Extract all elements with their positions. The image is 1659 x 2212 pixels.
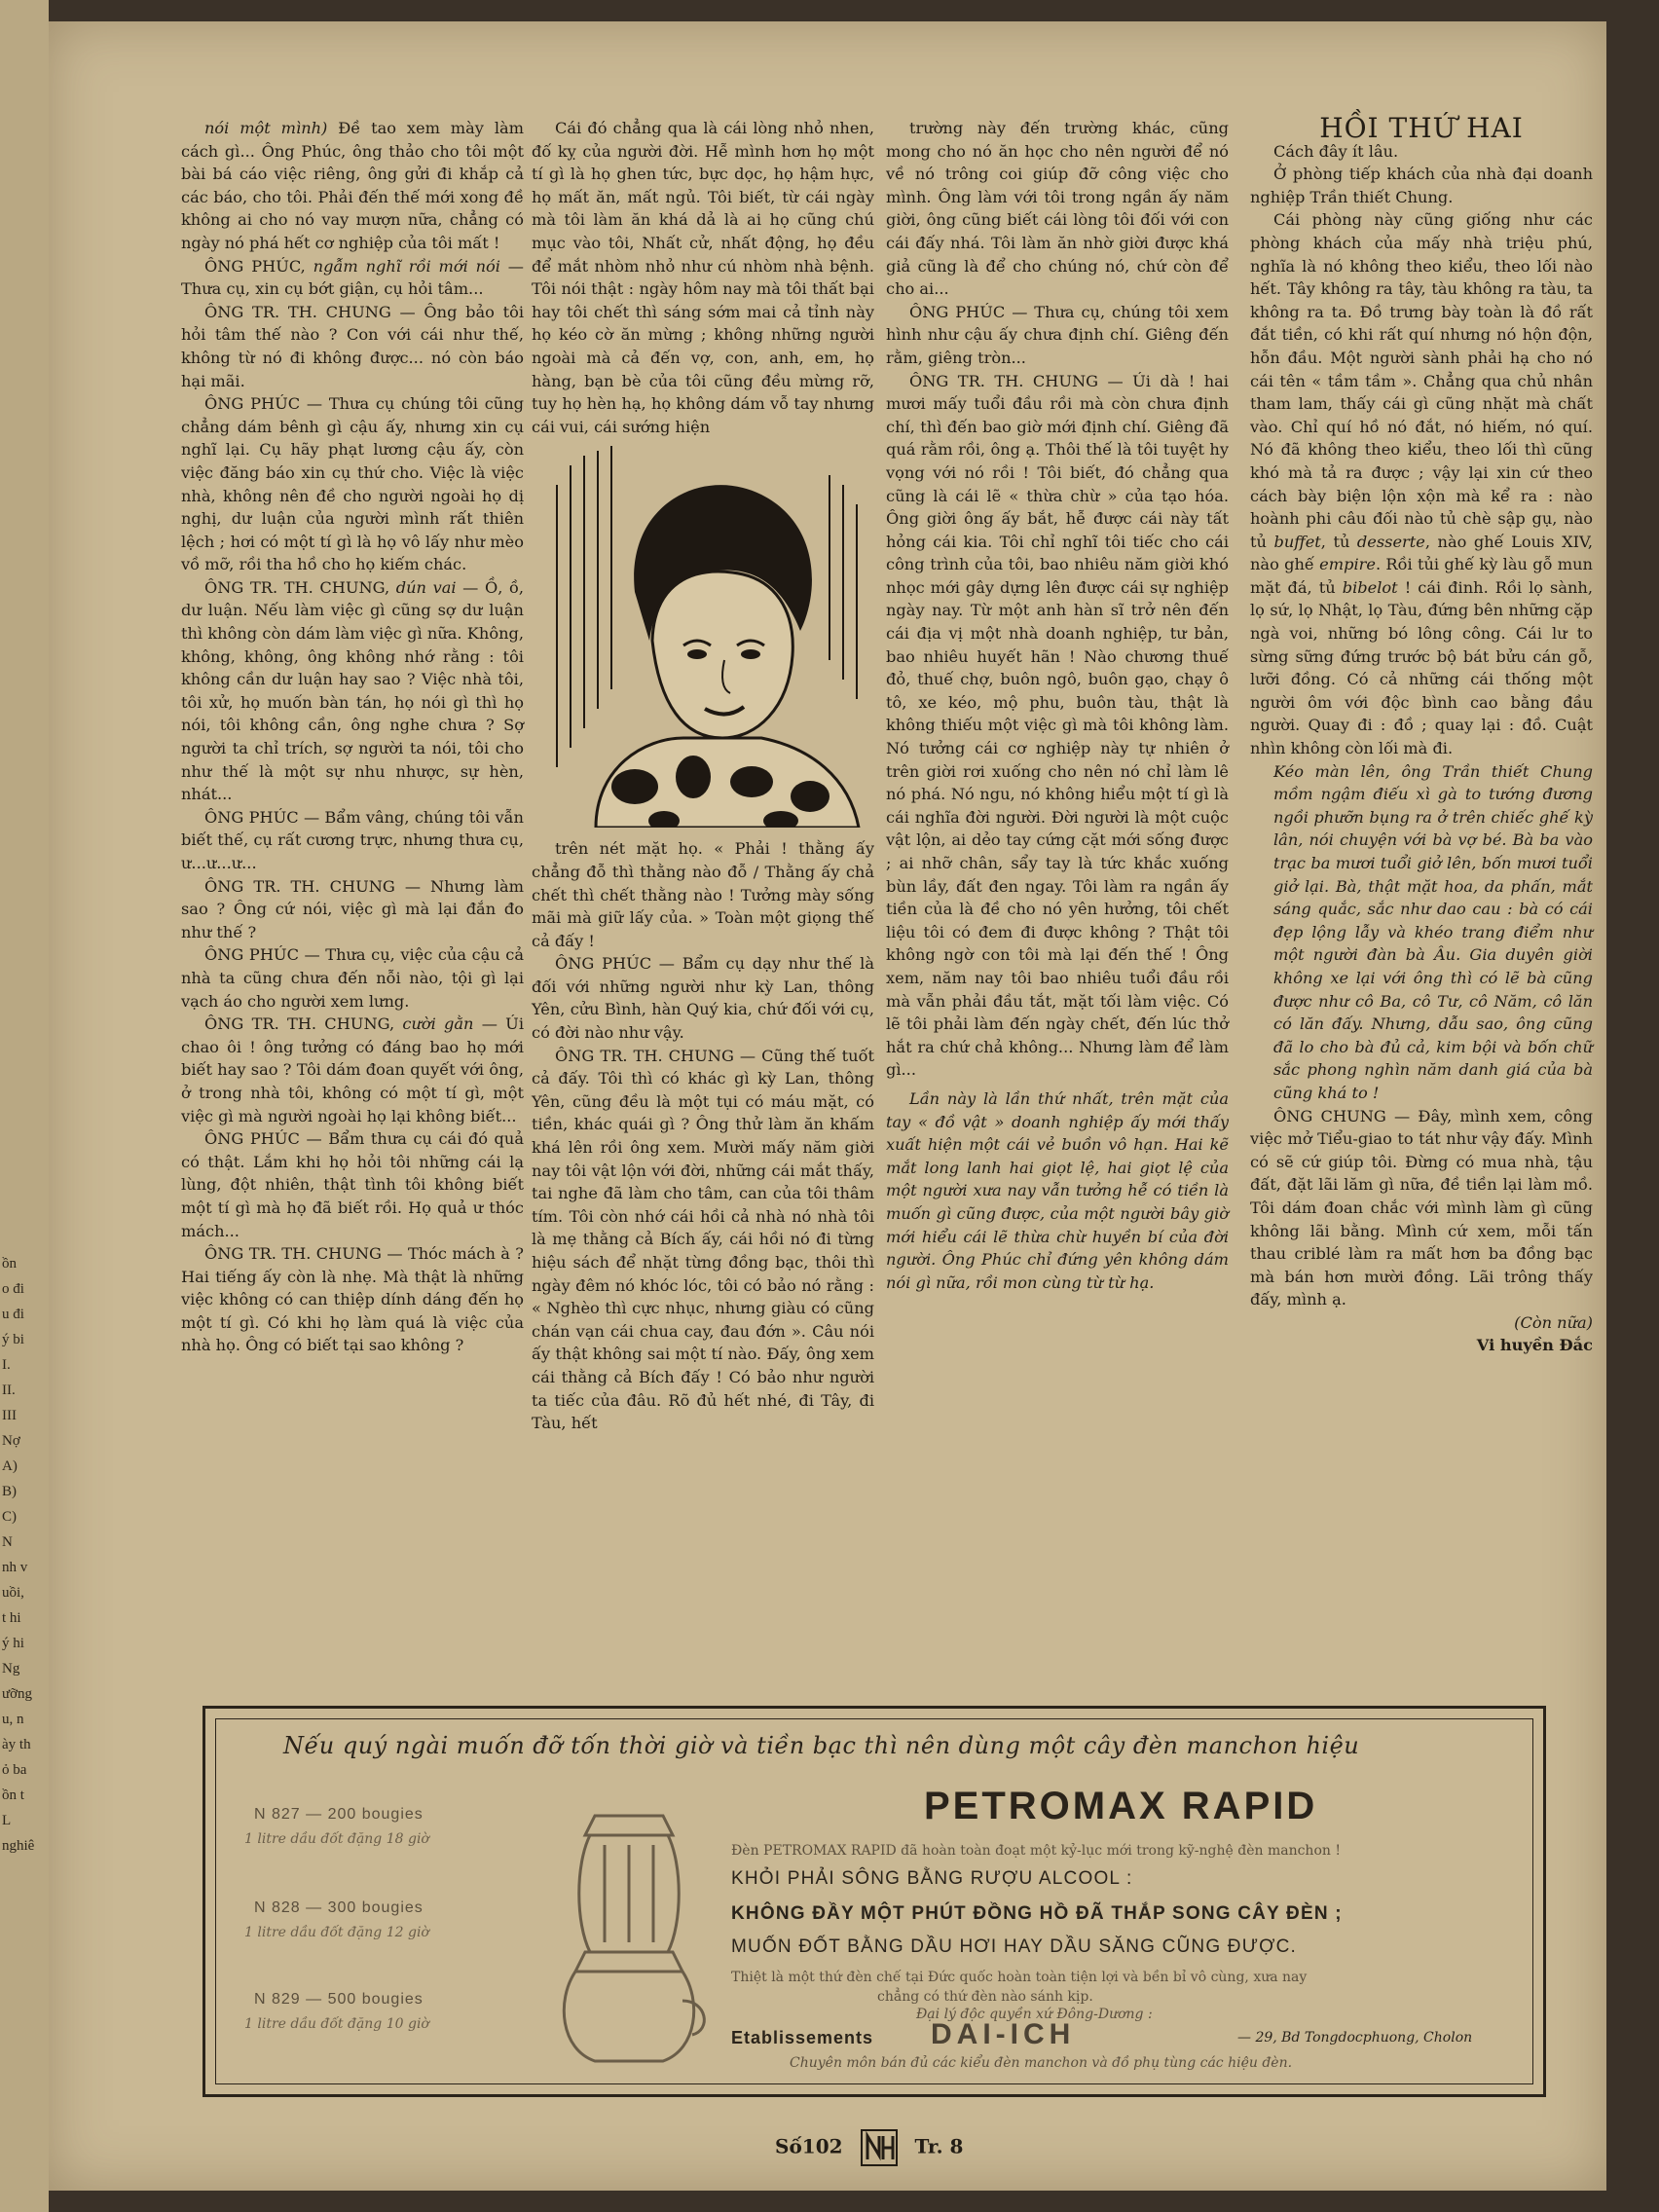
page-footer: [775, 2128, 963, 2167]
stage-direction-text: Lần này là lần thứ nhất, trên mặt của tay « đồ vật » doanh nghiệp ấy mới thấy xuất hiện một cái vẻ buồn vô hạn. Hai kẽ mắt long lanh hai giọt lệ, hai giọt lệ của một người xưa nay vẫn tưởng hễ có tiền là muốn gì cũng được, của một người bây giờ mới hiểu cái lẽ thừa chừ huyền bí của đời người. Ông Phúc chỉ đứng yên không dám nói gì nữa, rồi mon cùng từ từ hạ.: [886, 1088, 1229, 1292]
text-run: ÔNG TR. TH. CHUNG,: [204, 1014, 403, 1034]
text-run: trên nét mặt họ. « Phải ! thằng ấy chẳng đỗ thì thằng nào đỗ / Thằng ấy chả chết thì chết thằng nào ! Tưởng mày sống mãi mà giữ lấy của. » Toàn một giọng thế cả đấy !: [532, 839, 874, 950]
dialogue-chung: ÔNG CHUNG — Đây, mình xem, công việc mở Tiểu-giao to tát như vậy đấy. Mình có sẽ cứ giúp tôi. Đừng có mua nhà, tậu đất, đặt lãi lăm gì nữa, đề tiền lại làm mồ. Tôi dám đoan chắc với mình làm gì cũng không lãi bằng. Mình cứ xem, mỗi tấn thau criblé làm ra mất hơn ba đồng bạc mà bán hơn mười đồng. Lãi trông thấy đấy, mình ạ.: [1250, 1106, 1593, 1309]
text-run: bibelot: [1342, 577, 1398, 597]
text-run: ÔNG PHÚC — Bẩm cụ dạy như thế là đối với những người như kỳ Lan, thông Yên, cửu Bình, hàn Quý kia, chứ đối với cụ, có đời nào như vậy.: [532, 954, 874, 1043]
paragraph: [1250, 163, 1593, 208]
text-run: empire: [1319, 555, 1376, 574]
model-3: N 829 — 500 bougies: [254, 1991, 424, 2008]
text-run: ÔNG PHÚC — Bẩm vâng, chúng tôi vẫn biết thế, cụ rất cương trực, nhưng thưa cụ, ư...ư...ư...: [181, 807, 524, 872]
edge-text-fragment: Nợ: [2, 1433, 20, 1449]
ad-brand: PETROMAX RAPID: [924, 1785, 1318, 1827]
text-run: Đề tao xem mày làm cách gì... Ông Phúc, ông thảo cho tôi một bài bá cáo việc riêng, ông gửi đi khắp cả các báo, cho tôi. Phải đến thế mới xong đề không ai cho nó vay mượn nữa, chẳng có ngày nó phá hết cơ nghiệp của tôi mất !: [181, 119, 524, 252]
text-run: ÔNG PHÚC — Bẩm thưa cụ cái đó quả có thật. Lắm khi họ hỏi tôi những cái lạ lùng, đột nhiên, thật tình tôi không biết một tí gì mà họ đã biết rồi. Họ quả ư thóc mách...: [181, 1129, 524, 1240]
edge-text-fragment: u, n: [2, 1712, 24, 1727]
text-run: ! cái đinh. Rồi lọ sành, lọ sứ, lọ Nhật, lọ Tàu, đứng bên những cặp ngà voi, những bó lông công. Cái lư to sừng sững đứng trước bộ bát bửu cán gỗ, lưỡi đồng. Có cả những cái thống một người ôm với độc bình cao bằng đầu người. Quay đi : đồ ; quay lại : đồ. Cuật nhìn không còn lối mà đi.: [1250, 577, 1593, 758]
text-run: desserte: [1356, 532, 1425, 551]
paragraph: [886, 301, 1229, 370]
paragraph: [1250, 208, 1593, 759]
column-3-text: [886, 117, 1229, 1082]
edge-text-fragment: nghiê: [2, 1838, 35, 1854]
paragraph: [886, 117, 1229, 301]
paragraph: [532, 837, 874, 952]
text-run: ÔNG PHÚC — Thưa cụ chúng tôi cũng chẳng dám bênh gì cậu ấy, nhưng xin cụ nghĩ lại. Cụ hãy phạt lương cậu ấy, còn việc đăng báo xin cụ thứ cho. Việc là việc nhà, không nên đề cho người ngoài họ dị nghị, dư luận của người mình rất thiên lệch ; hơi có một tí gì là họ vô lấy như mèo vồ mỡ, rồi tha hồ cho họ kiếm chác.: [181, 394, 524, 574]
edge-text-fragment: ồn: [2, 1256, 17, 1272]
edge-text-fragment: ày th: [2, 1737, 31, 1752]
edge-text-fragment: ồn t: [2, 1788, 24, 1803]
text-run: — Thưa cụ, xin cụ bớt giận, cụ hỏi tâm...: [181, 256, 524, 299]
paragraph: [181, 576, 524, 806]
text-run: ÔNG PHÚC,: [204, 256, 313, 276]
edge-text-fragment: nh v: [2, 1560, 28, 1575]
previous-page-edge: [0, 0, 49, 2212]
edge-text-fragment: o đi: [2, 1281, 24, 1297]
edge-text-fragment: ưỡng: [2, 1686, 33, 1702]
model-3-sub: 1 litre dầu đốt đặng 10 giờ: [244, 2016, 429, 2032]
edge-text-fragment: uồi,: [2, 1585, 24, 1601]
text-run: ÔNG TR. TH. CHUNG — Thóc mách à ? Hai tiếng ấy còn là nhẹ. Mà thật là những việc không có can thiệp dính dáng đến họ một tí gì. Có khi họ làm quá là việc của nhà họ. Ông có biết tại sao không ?: [181, 1244, 524, 1355]
ad-line-2: KHÔNG ĐẦY MỘT PHÚT ĐỒNG HỒ ĐÃ THẮP SONG CÂY ĐÈN ;: [731, 1903, 1343, 1924]
ad-line-1: KHỎI PHẢI SÔNG BẰNG RƯỢU ALCOOL :: [731, 1868, 1133, 1889]
text-run: ÔNG TR. TH. CHUNG — Nhưng làm sao ? Ông cứ nói, việc gì mà lại đắn đo như thế ?: [181, 876, 524, 941]
edge-text-fragment: ý hi: [2, 1636, 24, 1651]
edge-text-fragment: II.: [2, 1382, 16, 1398]
magazine-logo-icon: [860, 2128, 899, 2167]
edge-text-fragment: C): [2, 1509, 17, 1525]
paragraph: [532, 952, 874, 1044]
text-run: ÔNG TR. TH. CHUNG — Ông bảo tôi hỏi tâm thế nào ? Con với cái như thế, không từ nó đi không được... nó còn báo hại mãi.: [181, 302, 524, 390]
text-run: ÔNG TR. TH. CHUNG — Úi dà ! hai mươi mấy tuổi đầu rồi mà còn chưa định chí, thì đến bao giờ mới định chí. Giêng đã quá rằm rồi, ông ạ. Thôi thế là tôi tuyệt hy vọng với nó rồi ! Tôi biết, đó chẳng qua cũng là cái lẽ « thừa chừ » của tạo hóa. Ông giời ông ấy bắt, hễ được cái này tất hỏng cái kia. Tôi chỉ nghĩ tôi tiếc cho cái công trình của tôi, bao nhiêu năm giời khó nhọc mới gây dựng lên được cái sự nghiệp ngày nay. Từ một anh hàn sĩ trở nên đến cái địa vị một nhà doanh nghiệp, tư bản, bao nhiêu huyết hãn ! Nào chương thuế đỏ, thuế chợ, buôn ngô, buôn gạo, chạy ô tô, xe kéo, mộ phu, buôn tàu, thật là không thiếu một việc gì mà tôi không làm. Nó tưởng cái cơ nghiệp này tự nhiên ở trên giời rơi xuống cho nên nó chỉ làm lê nó phá. Nó ngu, nó không hiểu một tí gì là cái nghĩa đời người. Đời người là một cuộc vật lộn, ai dẻo tay cứng cặt mới sống được ; ai nhỡ chân, sẩy tay là tức khắc xuống bùn lầy, đất đen ngay. Tôi làm ra ngần ấy tiền của là đề cho nó yên hưởng, tôi chết liệu tôi có đem đi được không ? Thật tôi không ngờ con tôi mà lại đến thế ! Ông xem, năm nay tôi bao nhiêu tuổi đầu rồi mà vẫn phải đầu tắt, mặt tối làm việc. Có lẽ tôi phải làm đến ngày chết, đến lúc thở hắt ra chứ chả không... Nhưng làm để làm gì...: [886, 371, 1229, 1080]
ad-establishments: Etablissements: [731, 2028, 874, 2047]
text-run: trường này đến trường khác, cũng mong cho nó ăn học cho nên người để nó về nó trông coi giúp đỡ công việc cho mình. Ông làm với tôi trong ngần ấy năm giời, ông cũng biết cái lòng tôi đối với con cái đấy nhá. Tôi làm ăn nhờ giời được khá giả cũng là để cho chúng nó, chứ còn để cho ai...: [886, 119, 1229, 299]
page-number: Tr. 8: [914, 2134, 964, 2158]
text-run: ngẫm nghĩ rồi mới nói: [313, 256, 500, 276]
article-column-3: [886, 117, 1229, 1294]
paragraph: [181, 117, 524, 255]
paragraph: [181, 1127, 524, 1242]
text-run: , nào ghế Louis XIV, nào ghế: [1250, 532, 1594, 574]
text-run: . Rồi tủi ghế kỳ làu gỗ mun mặt đá, tủ: [1250, 555, 1593, 597]
model-1: N 827 — 200 bougies: [254, 1806, 424, 1823]
text-run: ÔNG PHÚC — Thưa cụ, việc của cậu cả nhà ta cũng chưa đến nỗi nào, tội gì lại vạch áo cho người xem lưng.: [181, 945, 524, 1011]
model-2-sub: 1 litre dầu đốt đặng 12 giờ: [244, 1925, 429, 1940]
ad-intro: Đèn PETROMAX RAPID đã hoàn toàn đoạt một kỷ-lục mới trong kỹ-nghệ đèn manchon !: [731, 1843, 1341, 1859]
article-column-2: [532, 117, 874, 1435]
ad-tagline: Chuyên môn bán đủ các kiểu đèn manchon và đồ phụ tùng các hiệu đèn.: [790, 2055, 1293, 2071]
paragraph: [181, 255, 524, 301]
edge-text-fragment: B): [2, 1484, 17, 1499]
ad-agent: Đại lý độc quyền xứ Đông-Dương :: [916, 2007, 1153, 2022]
continued-note: (Còn nữa): [1514, 1312, 1593, 1332]
ad-line-3: MUỐN ĐỐT BẰNG DẦU HƠI HAY DẦU SĂNG CŨNG ĐƯỢC.: [731, 1936, 1298, 1957]
edge-text-fragment: L: [2, 1813, 12, 1828]
act-title: HỒI THỨ HAI: [1319, 112, 1524, 144]
text-run: — Ồ, ồ, dư luận. Nếu làm việc gì cũng sợ dư luận thì không còn dám làm việc gì nữa. Không, không, không, ông không nhớ rằng : tôi không cần dư luận hay sao ? Việc nhà tôi, tôi xử, họ muốn bàn tán, họ nói gì thì họ nói, tôi không cần, ông nghe chưa ? Sợ người ta chỉ trích, sợ người ta nói, tôi cho như thế là một sự nhu nhược, sự hèn, nhát...: [181, 577, 525, 804]
paragraph: [886, 370, 1229, 1082]
text-run: — Úi chao ôi ! ông tưởng có đáng bao họ mới biết hay sao ? Tôi dám đoan quyết với ông, ở trong nhà tôi, không có một tí gì, một việc gì mà người ngoài họ lại không biết...: [181, 1014, 524, 1125]
text-run: cười gằn: [402, 1014, 474, 1034]
edge-text-fragment: ỏ ba: [2, 1762, 27, 1778]
edge-text-fragment: ý bi: [2, 1332, 24, 1347]
text-run: ÔNG TR. TH. CHUNG — Cũng thế tuốt cả đấy. Tôi thì có khác gì kỳ Lan, thông Yên, cũng đều là một tụi có máu mặt, có tiền, khác quái gì ? Ông thử làm ăn khấm khá lên rồi ông xem. Mười mấy năm giời nay tôi vật lộn với đời, những cái mắt thấy, tai nghe đã làm cho tâm, can của tôi thâm tím. Tôi còn nhớ cái hồi cả nhà nó nhà tôi là mẹ thằng cả Bích ấy, cái hồi nó đi từng hiệu sách để nhặt từng đồng bạc, thôi thì ngày đêm nó khóc lóc, tôi có bảo nó rằng : « Nghèo thì cực nhục, nhưng giàu có cũng chán vạn cái chua cay, đau đớn ». Câu nói ấy thật không sai một tí nào. Đấy, ông xem cái thằng cả Bích đấy ! Có bảo như người ta tiếc của đâu. Rõ đủ hết nhé, đi Tây, đi Tàu, hết: [532, 1046, 874, 1433]
text-run: buffet: [1273, 532, 1321, 551]
text-run: ÔNG PHÚC — Thưa cụ, chúng tôi xem hình như cậu ấy chưa định chí. Giêng đến rằm, giêng tròn...: [886, 302, 1229, 367]
issue-number: Số102: [775, 2134, 843, 2158]
ad-address: — 29, Bd Tongdocphuong, Cholon: [1237, 2030, 1473, 2046]
ad-company-name: DAI-ICH: [931, 2018, 1076, 2050]
text-run: Ở phòng tiếp khách của nhà đại doanh nghiệp Trần thiết Chung.: [1250, 165, 1593, 206]
article-column-1: [181, 117, 524, 1357]
text-run: nói một mình): [204, 119, 328, 137]
text-run: dún vai: [395, 577, 457, 597]
text-run: Cái phòng này cũng giống như các phòng khách của mấy nhà triệu phú, nghĩa là nó không theo kiểu, theo lối nào hết. Tây không ra tây, tàu không ra tàu, ta không ra ta. Đồ trưng bày toàn là đồ rất đắt tiền, có khi rất quí nhưng nó hộn độn, hỗn đầu. Một người sành phải hạ cho nó cái tên « tầm tầm ». Chẳng qua chủ nhân tham lam, thấy cái gì cũng nhặt mà chất vào. Chỉ quí hồ nó đắt, nó hiếm, nó quí. Nó đã không theo kiểu, theo lối thì cũng khó mà tả ra được ; vậy lại xin cứ theo cách bày biện lộn xộn mà kể ra : nào hoành phi câu đối nào tủ chè sập gụ, nào tủ: [1250, 210, 1593, 551]
column-2-text-bottom: [532, 837, 874, 1434]
text-run: Cách đây ít lâu.: [1273, 141, 1399, 161]
paragraph: [181, 943, 524, 1013]
model-2: N 828 — 300 bougies: [254, 1899, 424, 1916]
article-column-4: [1250, 112, 1594, 1357]
column-4-text: [1250, 140, 1593, 760]
text-run: , tủ: [1320, 532, 1357, 551]
paragraph: [181, 1013, 524, 1127]
ad-headline: Nếu quý ngài muốn đỡ tốn thời giờ và tiền bạc thì nên dùng một cây đèn manchon hiệu: [283, 1732, 1360, 1759]
author-signature: Vi huyền Đắc: [1476, 1336, 1593, 1355]
edge-text-fragment: I.: [2, 1357, 11, 1373]
stage-direction-text-2: Kéo màn lên, ông Trần thiết Chung mồm ngậm điếu xì gà to tướng đương ngồi phưỡn bụng ra ở trên chiếc ghế kỳ lân, nói chuyện với bà vợ bé. Bà ba vào trạc ba mươi tuổi giở lên, bốn mươi tuổi giở lại. Bà, thật mặt hoa, da phấn, mắt sáng quắc, sắc như dao cau : bà có cái đẹp lộng lẫy và khéo trang điểm như một người đàn bà Âu. Gia duyên giời không xe lại với ông thì có lẽ bà cũng được như cô Ba, cô Tư, cô Năm, cô lăn có lăn đấy. Nhưng, dẫu sao, ông cũng đã lo cho bà đủ cả, kim bội và bốn chữ sắc phong nghìn năm danh giá của bà cũng khá to !: [1273, 761, 1593, 1102]
paragraph: [181, 1242, 524, 1357]
edge-text-fragment: N: [2, 1534, 13, 1550]
ad-line-5: chẳng có thứ đèn nào sánh kịp.: [877, 1989, 1093, 2005]
edge-text-fragment: t hi: [2, 1610, 21, 1626]
edge-text-fragment: A): [2, 1458, 18, 1474]
column-2-text-top: Cái đó chẳng qua là cái lòng nhỏ nhen, đố kỵ của người đời. Hễ mình hơn họ một tí gì là họ ghen tức, bực dọc, họ hậm hực, họ mất ăn, mất ngủ. Tôi biết, từ cái ngày mà tôi làm ăn khá dả là ai họ cũng chú mục vào tôi, Nhất cử, nhất động, họ đều để mắt nhòm nhỏ như cú nhòm nhà bệnh. Tôi nói thật : ngày hôm nay mà tôi thất bại hay tôi chết thì sáng sớm mai cả tỉnh này họ kéo cờ ăn mừng ; không những người ngoài mà cả đến vợ, con, anh, em, họ hàng, bạn bè của tôi cũng đều mừng rỡ, tuy họ hèn hạ, họ không dám vỗ tay nhưng cái vui, cái sướng hiện: [532, 119, 874, 436]
text-run: ÔNG TR. TH. CHUNG,: [204, 577, 396, 597]
paragraph: [181, 806, 524, 875]
paragraph: [181, 392, 524, 576]
edge-text-fragment: u đi: [2, 1307, 24, 1322]
woman-portrait-illustration: [537, 446, 868, 828]
paragraph: [532, 1045, 874, 1435]
petromax-advertisement: [203, 1706, 1546, 2097]
lantern-icon: [536, 1806, 721, 2069]
paragraph: [181, 875, 524, 944]
edge-text-fragment: Ng: [2, 1661, 20, 1677]
edge-text-fragment: III: [2, 1408, 17, 1423]
paragraph: [181, 301, 524, 392]
ad-line-4: Thiệt là một thứ đèn chế tại Đức quốc hoàn toàn tiện lợi và bền bỉ vô cùng, xưa nay: [731, 1970, 1308, 1985]
model-1-sub: 1 litre dầu đốt đặng 18 giờ: [244, 1831, 429, 1847]
